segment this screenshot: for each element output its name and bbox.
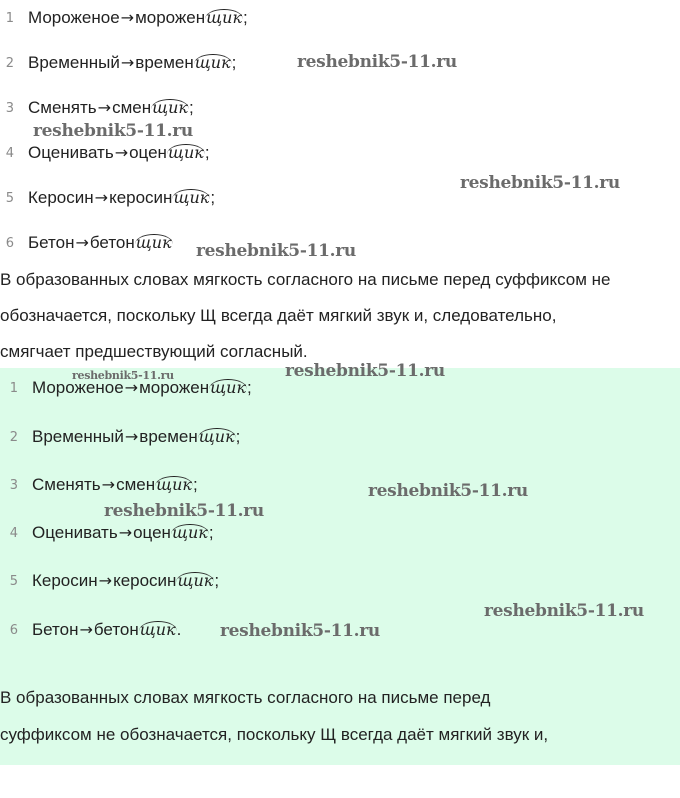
item-ending: ; bbox=[231, 53, 237, 72]
list-item bbox=[0, 229, 173, 257]
derived-stem: керосин bbox=[113, 571, 177, 590]
item-number: 4 bbox=[9, 525, 18, 541]
arrow-icon: → bbox=[97, 98, 112, 117]
list-item bbox=[4, 519, 214, 547]
watermark-text: reshebnik5-11.ru bbox=[285, 361, 445, 381]
derived-stem: оцен bbox=[133, 523, 171, 542]
source-word: Керосин bbox=[32, 571, 98, 590]
suffix-mark: щик bbox=[152, 98, 188, 117]
list-item bbox=[0, 94, 194, 122]
suffix-mark: щик bbox=[167, 143, 204, 162]
derived-stem: смен bbox=[112, 98, 152, 117]
source-word: Временный bbox=[32, 427, 124, 446]
watermark-text: reshebnik5-11.ru bbox=[104, 501, 264, 521]
item-number: 3 bbox=[5, 100, 14, 116]
source-word: Временный bbox=[28, 53, 120, 72]
explanation-line: обозначается, поскольку Щ всегда даёт мягкий звук и, следовательно, bbox=[0, 306, 557, 325]
item-ending: ; bbox=[208, 523, 214, 542]
item-text bbox=[28, 53, 236, 73]
item-text bbox=[28, 143, 210, 163]
list-item bbox=[4, 471, 198, 499]
arrow-icon: → bbox=[98, 571, 113, 590]
derived-stem: бетон bbox=[93, 620, 139, 639]
item-number: 4 bbox=[5, 145, 14, 161]
item-ending: . bbox=[176, 620, 182, 639]
list-item bbox=[4, 616, 181, 644]
explanation-line: В образованных словах мягкость согласного на письме перед bbox=[0, 688, 491, 707]
source-word: Мороженое bbox=[32, 378, 124, 397]
suffix-mark: щик bbox=[194, 53, 231, 72]
derived-stem: морожен bbox=[135, 8, 206, 27]
list-item bbox=[4, 423, 240, 451]
arrow-icon: → bbox=[120, 53, 135, 72]
item-number: 2 bbox=[5, 55, 14, 71]
arrow-icon: → bbox=[124, 427, 139, 446]
source-word: Сменять bbox=[28, 98, 97, 117]
suffix-mark: щик bbox=[206, 8, 243, 27]
watermark-text: reshebnik5-11.ru bbox=[460, 173, 620, 193]
watermark-text: reshebnik5-11.ru bbox=[484, 601, 644, 621]
item-text bbox=[32, 427, 240, 447]
derived-stem: времен bbox=[139, 427, 198, 446]
item-number: 1 bbox=[9, 380, 18, 396]
item-ending: ; bbox=[247, 378, 252, 397]
source-word: Сменять bbox=[32, 475, 101, 494]
item-ending: ; bbox=[243, 8, 248, 27]
arrow-icon: → bbox=[79, 620, 93, 639]
item-number: 3 bbox=[9, 477, 18, 493]
watermark-text: reshebnik5-11.ru bbox=[297, 52, 457, 72]
suffix-mark: щик bbox=[198, 427, 235, 446]
watermark-text: reshebnik5-11.ru bbox=[72, 369, 174, 382]
arrow-icon: → bbox=[114, 143, 129, 162]
derived-stem: времен bbox=[135, 53, 194, 72]
suffix-mark: щик bbox=[135, 233, 172, 252]
item-number: 5 bbox=[5, 190, 14, 206]
item-number: 6 bbox=[9, 622, 18, 638]
item-text bbox=[32, 571, 219, 591]
explanation-line: В образованных словах мягкость согласного на письме перед суффиксом не bbox=[0, 270, 611, 289]
source-word: Бетон bbox=[28, 233, 75, 252]
derived-stem: оцен bbox=[129, 143, 167, 162]
list-item bbox=[0, 139, 210, 167]
explanation-line: смягчает предшествующий согласный. bbox=[0, 342, 308, 361]
arrow-icon: → bbox=[75, 233, 89, 252]
arrow-icon: → bbox=[94, 188, 109, 207]
watermark-text: reshebnik5-11.ru bbox=[196, 241, 356, 261]
source-word: Мороженое bbox=[28, 8, 120, 27]
suffix-mark: щик bbox=[177, 571, 214, 590]
list-item bbox=[4, 567, 219, 595]
arrow-icon: → bbox=[120, 8, 135, 27]
item-number: 5 bbox=[9, 573, 18, 589]
derived-stem: бетон bbox=[89, 233, 135, 252]
suffix-mark: щик bbox=[210, 378, 247, 397]
item-number: 2 bbox=[9, 429, 18, 445]
source-word: Оценивать bbox=[32, 523, 118, 542]
source-word: Оценивать bbox=[28, 143, 114, 162]
item-ending: ; bbox=[214, 571, 220, 590]
watermark-text: reshebnik5-11.ru bbox=[33, 121, 193, 141]
list-item bbox=[0, 184, 215, 212]
item-number: 6 bbox=[5, 235, 14, 251]
item-text bbox=[28, 8, 248, 28]
item-text bbox=[28, 233, 173, 253]
watermark-text: reshebnik5-11.ru bbox=[368, 481, 528, 501]
item-text bbox=[28, 188, 215, 208]
item-number: 1 bbox=[5, 10, 14, 26]
suffix-mark: щик bbox=[156, 475, 192, 494]
item-text bbox=[32, 620, 181, 640]
arrow-icon: → bbox=[124, 378, 139, 397]
arrow-icon: → bbox=[101, 475, 116, 494]
suffix-mark: щик bbox=[173, 188, 210, 207]
derived-stem: смен bbox=[116, 475, 156, 494]
explanation-line: суффиксом не обозначается, поскольку Щ всегда даёт мягкий звук и, bbox=[0, 725, 549, 744]
item-ending: ; bbox=[192, 475, 198, 494]
item-ending: ; bbox=[204, 143, 210, 162]
list-item bbox=[0, 4, 248, 32]
source-word: Керосин bbox=[28, 188, 94, 207]
derived-stem: керосин bbox=[109, 188, 173, 207]
watermark-text: reshebnik5-11.ru bbox=[220, 621, 380, 641]
list-item bbox=[0, 49, 236, 77]
bottom-answer-block bbox=[0, 368, 680, 765]
item-text bbox=[32, 475, 198, 495]
arrow-icon: → bbox=[118, 523, 133, 542]
suffix-mark: щик bbox=[139, 620, 176, 639]
item-ending: ; bbox=[188, 98, 194, 117]
item-ending: ; bbox=[210, 188, 216, 207]
derived-stem: морожен bbox=[139, 378, 210, 397]
source-word: Бетон bbox=[32, 620, 79, 639]
item-text bbox=[28, 98, 194, 118]
suffix-mark: щик bbox=[171, 523, 208, 542]
item-text bbox=[32, 523, 214, 543]
item-ending: ; bbox=[235, 427, 241, 446]
